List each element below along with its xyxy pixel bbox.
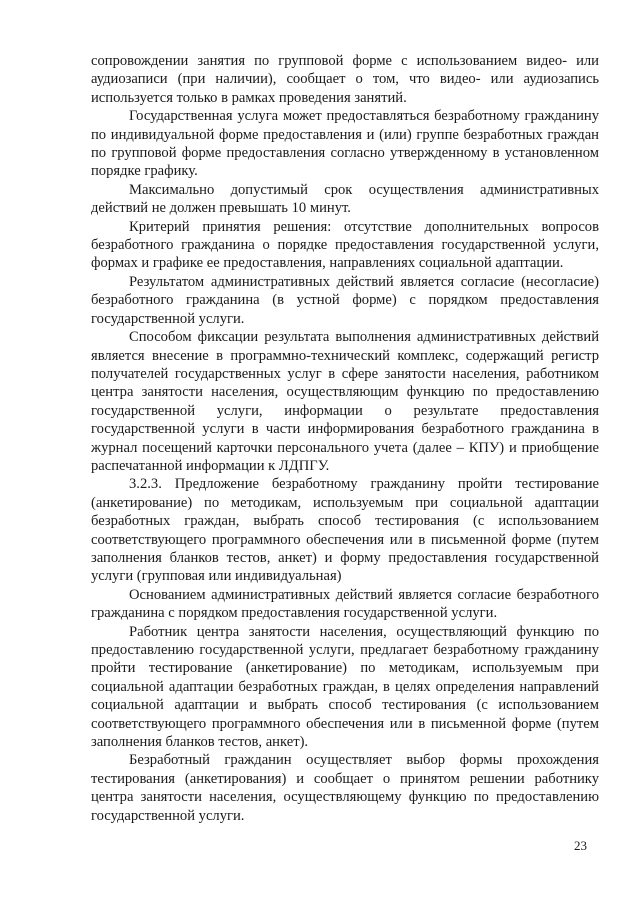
paragraph: Основанием административных действий является согласие безработного гражданина с порядком предоставления государственной услуги.: [91, 586, 599, 622]
document-body: [91, 52, 599, 825]
section-heading-paragraph: 3.2.3. Предложение безработному гражданину пройти тестирование (анкетирование) по методикам, используемым при социальной адаптации безработных граждан, выбрать способ тестирования (с использованием соответствующего программного обеспечения или в письменной форме (путем заполнения бланков тестов, анкет) и форму предоставления государственной услуги (групповая или индивидуальная): [91, 476, 599, 585]
paragraph: Результатом административных действий является согласие (несогласие) безработного гражданина (в устной форме) с порядком предоставления государственной услуги.: [91, 273, 599, 327]
paragraph: Работник центра занятости населения, осуществляющий функцию по предоставлению государственной услуги, предлагает безработному гражданину пройти тестирование (анкетирование) по методикам, используемым при социальной адаптации безработных граждан, в целях определения направлений социальной адаптации и выбрать способ тестирования (с использованием соответствующего программного обеспечения или в письменной форме (путем заполнения бланков тестов, анкет).: [91, 623, 599, 751]
paragraph: Критерий принятия решения: отсутствие дополнительных вопросов безработного гражданина о порядке предоставления государственной услуги, формах и графике ее предоставления, направлениях социальной адаптации.: [91, 218, 599, 272]
paragraph: Способом фиксации результата выполнения административных действий является внесение в программно-технический комплекс, содержащий регистр получателей государственных услуг в сфере занятости населения, работником центра занятости населения, осуществляющим функцию по предоставлению государственной услуги, информации о результате предоставления государственной услуги в части информирования безработного гражданина в журнал посещений карточки персонального учета (далее – КПУ) и приобщение распечатанной информации к ЛДПГУ.: [91, 329, 599, 474]
paragraph: Максимально допустимый срок осуществления административных действий не должен превышать 10 минут.: [91, 181, 599, 217]
paragraph: Безработный гражданин осуществляет выбор формы прохождения тестирования (анкетирования) и сообщает о принятом решении работнику центра занятости населения, осуществляющему функцию по предоставлению государственной услуги.: [91, 752, 599, 824]
paragraph-continuation: сопровождении занятия по групповой форме с использованием видео- или аудиозаписи (при наличии), сообщает о том, что видео- или аудиозапись используется только в рамках проведения занятий.: [91, 53, 599, 106]
page-number: 23: [574, 838, 587, 853]
paragraph: Государственная услуга может предоставляться безработному гражданину по индивидуальной форме предоставления и (или) группе безработных граждан по групповой форме предоставления согласно утвержденному в установленном порядке графику.: [91, 108, 599, 180]
